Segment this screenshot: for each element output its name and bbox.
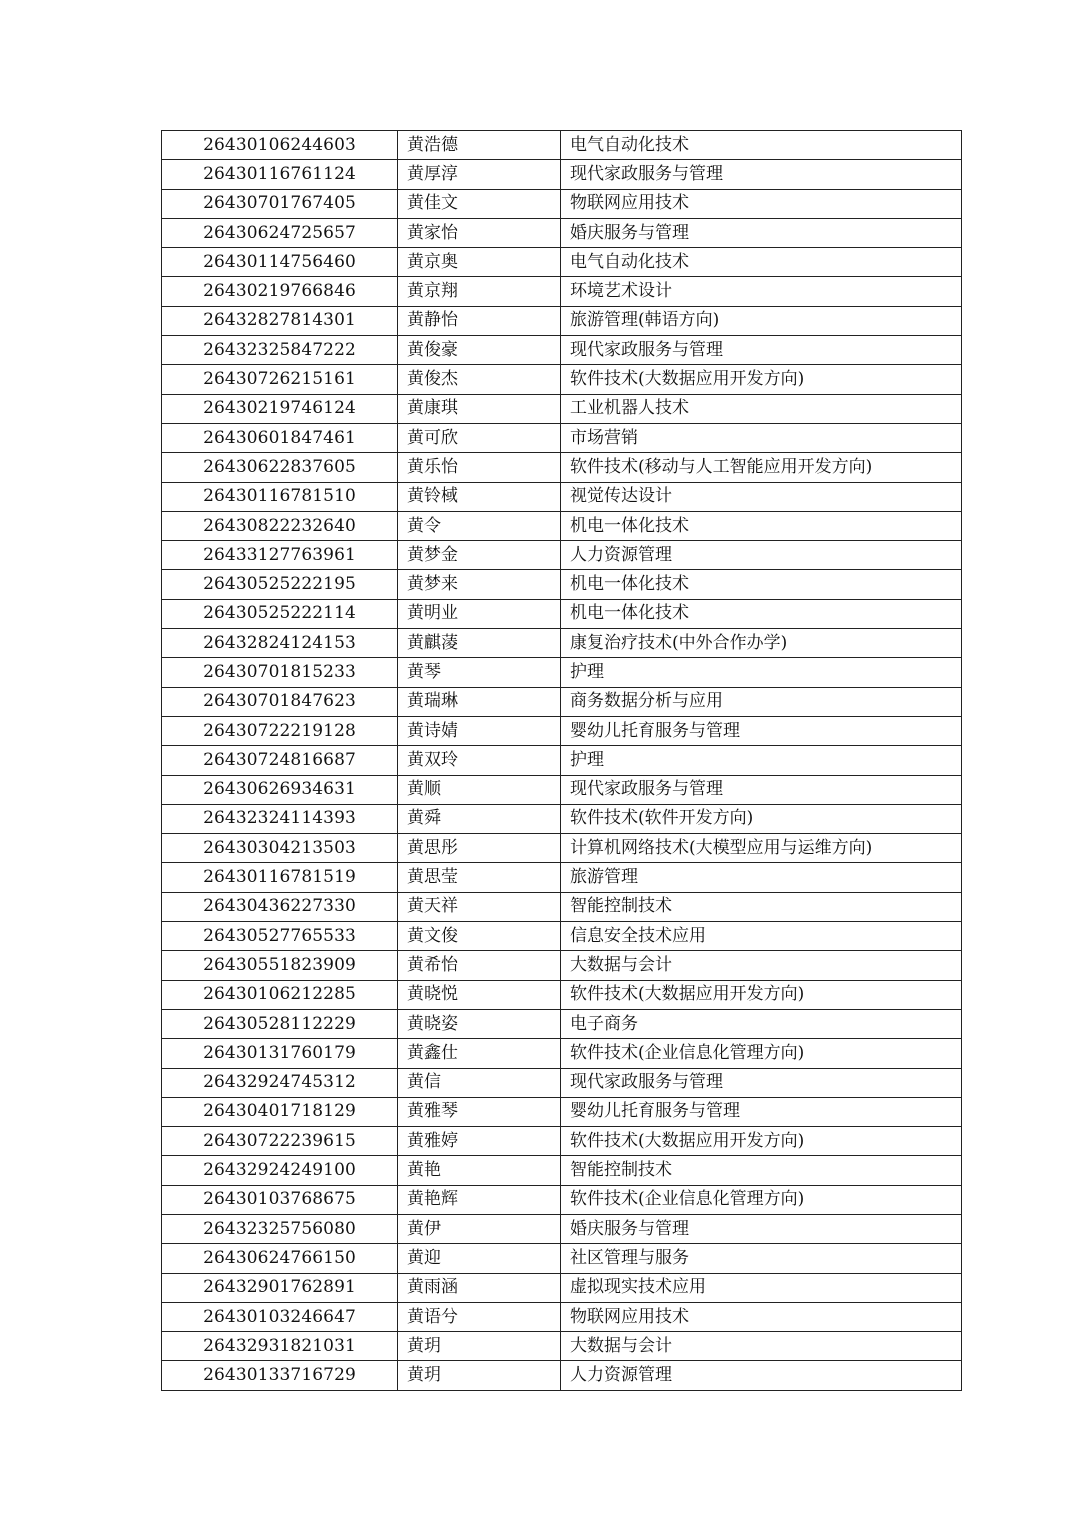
student-name-cell: 黄语兮 bbox=[398, 1302, 561, 1331]
table-row bbox=[162, 746, 962, 775]
exam-number-cell: 26432901762891 bbox=[162, 1273, 398, 1302]
table-row bbox=[162, 1127, 962, 1156]
major-cell: 虚拟现实技术应用 bbox=[561, 1273, 962, 1302]
exam-number-cell: 26430219746124 bbox=[162, 394, 398, 423]
major-cell: 软件技术(软件开发方向) bbox=[561, 804, 962, 833]
major-cell: 大数据与会计 bbox=[561, 1332, 962, 1361]
exam-number-cell: 26430701847623 bbox=[162, 687, 398, 716]
student-name-cell: 黄京奥 bbox=[398, 248, 561, 277]
table-row bbox=[162, 1156, 962, 1185]
table-row bbox=[162, 922, 962, 951]
major-cell: 计算机网络技术(大模型应用与运维方向) bbox=[561, 834, 962, 863]
major-cell: 市场营销 bbox=[561, 423, 962, 452]
student-name-cell: 黄晓姿 bbox=[398, 1009, 561, 1038]
exam-number-cell: 26430528112229 bbox=[162, 1009, 398, 1038]
student-name-cell: 黄梦金 bbox=[398, 541, 561, 570]
major-cell: 康复治疗技术(中外合作办学) bbox=[561, 629, 962, 658]
major-cell: 旅游管理(韩语方向) bbox=[561, 306, 962, 335]
exam-number-cell: 26432325847222 bbox=[162, 336, 398, 365]
exam-number-cell: 26430116781519 bbox=[162, 863, 398, 892]
student-name-cell: 黄玥 bbox=[398, 1332, 561, 1361]
student-name-cell: 黄可欣 bbox=[398, 423, 561, 452]
student-name-cell: 黄乐怡 bbox=[398, 453, 561, 482]
exam-number-cell: 26432924745312 bbox=[162, 1068, 398, 1097]
exam-number-cell: 26430106244603 bbox=[162, 131, 398, 160]
exam-number-cell: 26430131760179 bbox=[162, 1039, 398, 1068]
table-row bbox=[162, 541, 962, 570]
table-row bbox=[162, 1068, 962, 1097]
student-name-cell: 黄俊杰 bbox=[398, 365, 561, 394]
student-name-cell: 黄艳 bbox=[398, 1156, 561, 1185]
exam-number-cell: 26430133716729 bbox=[162, 1361, 398, 1390]
table-row bbox=[162, 980, 962, 1009]
major-cell: 机电一体化技术 bbox=[561, 511, 962, 540]
exam-number-cell: 26430624766150 bbox=[162, 1244, 398, 1273]
table-row bbox=[162, 160, 962, 189]
exam-number-cell: 26430622837605 bbox=[162, 453, 398, 482]
table-row bbox=[162, 1244, 962, 1273]
student-name-cell: 黄玥 bbox=[398, 1361, 561, 1390]
exam-number-cell: 26430601847461 bbox=[162, 423, 398, 452]
major-cell: 机电一体化技术 bbox=[561, 570, 962, 599]
major-cell: 物联网应用技术 bbox=[561, 1302, 962, 1331]
student-name-cell: 黄梦来 bbox=[398, 570, 561, 599]
exam-number-cell: 26430103246647 bbox=[162, 1302, 398, 1331]
major-cell: 婚庆服务与管理 bbox=[561, 218, 962, 247]
student-name-cell: 黄明业 bbox=[398, 599, 561, 628]
student-name-cell: 黄思彤 bbox=[398, 834, 561, 863]
major-cell: 软件技术(企业信息化管理方向) bbox=[561, 1039, 962, 1068]
exam-number-cell: 26430103768675 bbox=[162, 1185, 398, 1214]
major-cell: 物联网应用技术 bbox=[561, 189, 962, 218]
exam-number-cell: 26430722219128 bbox=[162, 716, 398, 745]
student-name-cell: 黄浩德 bbox=[398, 131, 561, 160]
table-row bbox=[162, 189, 962, 218]
major-cell: 商务数据分析与应用 bbox=[561, 687, 962, 716]
student-name-cell: 黄晓悦 bbox=[398, 980, 561, 1009]
major-cell: 现代家政服务与管理 bbox=[561, 160, 962, 189]
table-row bbox=[162, 629, 962, 658]
student-name-cell: 黄舜 bbox=[398, 804, 561, 833]
table-row bbox=[162, 1039, 962, 1068]
exam-number-cell: 26432924249100 bbox=[162, 1156, 398, 1185]
student-name-cell: 黄俊豪 bbox=[398, 336, 561, 365]
table-row bbox=[162, 248, 962, 277]
exam-number-cell: 26430722239615 bbox=[162, 1127, 398, 1156]
student-name-cell: 黄文俊 bbox=[398, 922, 561, 951]
table-row bbox=[162, 336, 962, 365]
table-row bbox=[162, 394, 962, 423]
major-cell: 旅游管理 bbox=[561, 863, 962, 892]
major-cell: 婚庆服务与管理 bbox=[561, 1214, 962, 1243]
exam-number-cell: 26432827814301 bbox=[162, 306, 398, 335]
table-row bbox=[162, 423, 962, 452]
major-cell: 环境艺术设计 bbox=[561, 277, 962, 306]
exam-number-cell: 26430624725657 bbox=[162, 218, 398, 247]
table-row bbox=[162, 834, 962, 863]
exam-number-cell: 26430527765533 bbox=[162, 922, 398, 951]
table-row bbox=[162, 775, 962, 804]
student-name-cell: 黄希怡 bbox=[398, 951, 561, 980]
exam-number-cell: 26432324114393 bbox=[162, 804, 398, 833]
student-name-cell: 黄家怡 bbox=[398, 218, 561, 247]
student-list-body bbox=[162, 131, 962, 1391]
major-cell: 智能控制技术 bbox=[561, 892, 962, 921]
major-cell: 电子商务 bbox=[561, 1009, 962, 1038]
major-cell: 电气自动化技术 bbox=[561, 248, 962, 277]
major-cell: 软件技术(企业信息化管理方向) bbox=[561, 1185, 962, 1214]
student-name-cell: 黄顺 bbox=[398, 775, 561, 804]
table-row bbox=[162, 658, 962, 687]
table-row bbox=[162, 1332, 962, 1361]
table-row bbox=[162, 863, 962, 892]
exam-number-cell: 26430525222195 bbox=[162, 570, 398, 599]
major-cell: 人力资源管理 bbox=[561, 541, 962, 570]
table-row bbox=[162, 306, 962, 335]
student-name-cell: 黄双玲 bbox=[398, 746, 561, 775]
major-cell: 软件技术(大数据应用开发方向) bbox=[561, 365, 962, 394]
major-cell: 电气自动化技术 bbox=[561, 131, 962, 160]
table-row bbox=[162, 599, 962, 628]
exam-number-cell: 26430401718129 bbox=[162, 1097, 398, 1126]
student-name-cell: 黄雨涵 bbox=[398, 1273, 561, 1302]
table-row bbox=[162, 511, 962, 540]
table-row bbox=[162, 570, 962, 599]
major-cell: 人力资源管理 bbox=[561, 1361, 962, 1390]
exam-number-cell: 26433127763961 bbox=[162, 541, 398, 570]
exam-number-cell: 26430726215161 bbox=[162, 365, 398, 394]
table-row bbox=[162, 1185, 962, 1214]
major-cell: 智能控制技术 bbox=[561, 1156, 962, 1185]
table-row bbox=[162, 131, 962, 160]
major-cell: 视觉传达设计 bbox=[561, 482, 962, 511]
exam-number-cell: 26430436227330 bbox=[162, 892, 398, 921]
major-cell: 工业机器人技术 bbox=[561, 394, 962, 423]
student-list-table bbox=[161, 130, 962, 1391]
student-name-cell: 黄佳文 bbox=[398, 189, 561, 218]
exam-number-cell: 26432824124153 bbox=[162, 629, 398, 658]
student-name-cell: 黄令 bbox=[398, 511, 561, 540]
table-row bbox=[162, 482, 962, 511]
student-name-cell: 黄麒蓤 bbox=[398, 629, 561, 658]
student-name-cell: 黄雅婷 bbox=[398, 1127, 561, 1156]
exam-number-cell: 26430106212285 bbox=[162, 980, 398, 1009]
student-name-cell: 黄艳辉 bbox=[398, 1185, 561, 1214]
major-cell: 现代家政服务与管理 bbox=[561, 775, 962, 804]
table-row bbox=[162, 453, 962, 482]
exam-number-cell: 26430701815233 bbox=[162, 658, 398, 687]
table-row bbox=[162, 1214, 962, 1243]
table-row bbox=[162, 1273, 962, 1302]
student-name-cell: 黄静怡 bbox=[398, 306, 561, 335]
table-row bbox=[162, 892, 962, 921]
student-name-cell: 黄瑞琳 bbox=[398, 687, 561, 716]
major-cell: 护理 bbox=[561, 746, 962, 775]
student-name-cell: 黄信 bbox=[398, 1068, 561, 1097]
student-name-cell: 黄厚淳 bbox=[398, 160, 561, 189]
student-name-cell: 黄天祥 bbox=[398, 892, 561, 921]
student-name-cell: 黄迎 bbox=[398, 1244, 561, 1273]
table-row bbox=[162, 1361, 962, 1390]
exam-number-cell: 26430114756460 bbox=[162, 248, 398, 277]
major-cell: 社区管理与服务 bbox=[561, 1244, 962, 1273]
table-row bbox=[162, 804, 962, 833]
major-cell: 现代家政服务与管理 bbox=[561, 1068, 962, 1097]
exam-number-cell: 26430219766846 bbox=[162, 277, 398, 306]
student-name-cell: 黄铃棫 bbox=[398, 482, 561, 511]
major-cell: 软件技术(移动与人工智能应用开发方向) bbox=[561, 453, 962, 482]
table-row bbox=[162, 1302, 962, 1331]
exam-number-cell: 26430116761124 bbox=[162, 160, 398, 189]
table-row bbox=[162, 951, 962, 980]
table-row bbox=[162, 687, 962, 716]
exam-number-cell: 26432931821031 bbox=[162, 1332, 398, 1361]
major-cell: 大数据与会计 bbox=[561, 951, 962, 980]
table-row bbox=[162, 716, 962, 745]
exam-number-cell: 26430525222114 bbox=[162, 599, 398, 628]
major-cell: 现代家政服务与管理 bbox=[561, 336, 962, 365]
student-name-cell: 黄康琪 bbox=[398, 394, 561, 423]
student-name-cell: 黄雅琴 bbox=[398, 1097, 561, 1126]
table-row bbox=[162, 365, 962, 394]
table-row bbox=[162, 1009, 962, 1038]
table-row bbox=[162, 277, 962, 306]
student-name-cell: 黄伊 bbox=[398, 1214, 561, 1243]
student-name-cell: 黄思莹 bbox=[398, 863, 561, 892]
exam-number-cell: 26432325756080 bbox=[162, 1214, 398, 1243]
major-cell: 机电一体化技术 bbox=[561, 599, 962, 628]
major-cell: 软件技术(大数据应用开发方向) bbox=[561, 980, 962, 1009]
exam-number-cell: 26430701767405 bbox=[162, 189, 398, 218]
student-name-cell: 黄诗婧 bbox=[398, 716, 561, 745]
exam-number-cell: 26430304213503 bbox=[162, 834, 398, 863]
student-name-cell: 黄京翔 bbox=[398, 277, 561, 306]
exam-number-cell: 26430551823909 bbox=[162, 951, 398, 980]
table-row bbox=[162, 1097, 962, 1126]
major-cell: 婴幼儿托育服务与管理 bbox=[561, 1097, 962, 1126]
table-row bbox=[162, 218, 962, 247]
exam-number-cell: 26430626934631 bbox=[162, 775, 398, 804]
exam-number-cell: 26430724816687 bbox=[162, 746, 398, 775]
student-name-cell: 黄琴 bbox=[398, 658, 561, 687]
major-cell: 软件技术(大数据应用开发方向) bbox=[561, 1127, 962, 1156]
major-cell: 婴幼儿托育服务与管理 bbox=[561, 716, 962, 745]
student-name-cell: 黄鑫仕 bbox=[398, 1039, 561, 1068]
major-cell: 信息安全技术应用 bbox=[561, 922, 962, 951]
exam-number-cell: 26430116781510 bbox=[162, 482, 398, 511]
major-cell: 护理 bbox=[561, 658, 962, 687]
exam-number-cell: 26430822232640 bbox=[162, 511, 398, 540]
